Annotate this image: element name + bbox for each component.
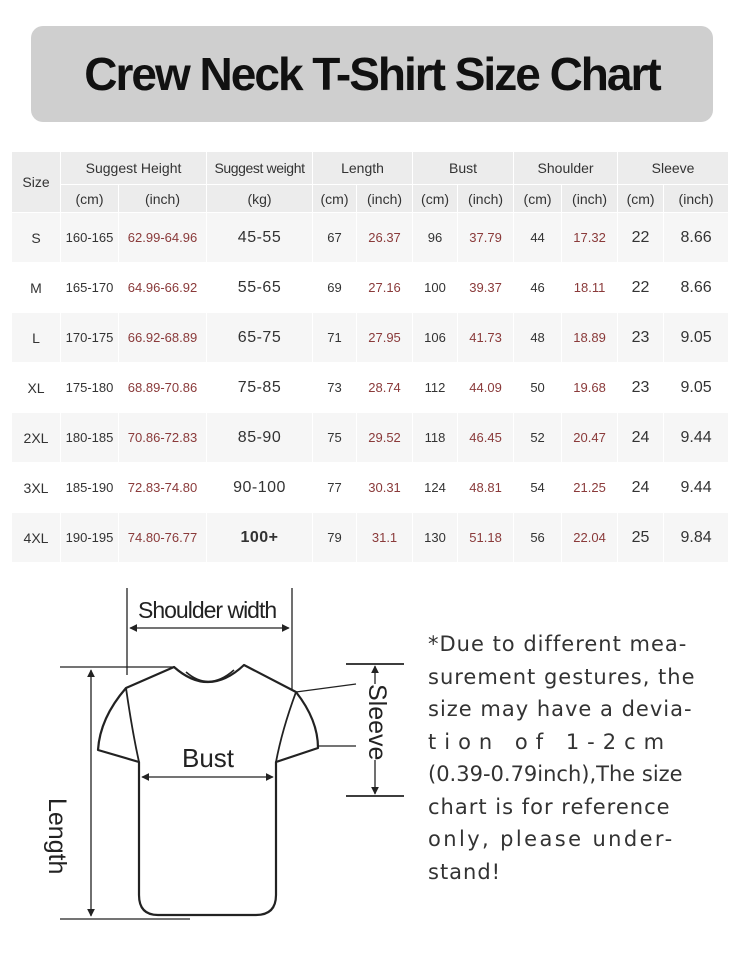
table-row xyxy=(12,463,729,513)
note-line: surement gestures, the xyxy=(428,664,696,689)
height-cm-cell: 190-195 xyxy=(61,513,119,563)
length-cm-cell: 73 xyxy=(313,363,357,413)
sleeve-cm-cell: 25 xyxy=(618,513,664,563)
weight-cell: 75-85 xyxy=(207,363,313,413)
shoulder-inch-cell: 18.89 xyxy=(562,313,618,363)
sleeve-cm-cell: 24 xyxy=(618,463,664,513)
note-line: tion of 1-2cm xyxy=(428,729,673,754)
height-inch-cell: 62.99-64.96 xyxy=(119,213,207,263)
unit-length-cm: (cm) xyxy=(313,185,357,213)
length-cm-cell: 67 xyxy=(313,213,357,263)
size-cell: 3XL xyxy=(12,463,61,513)
height-cm-cell: 170-175 xyxy=(61,313,119,363)
note-line: size may have a devia- xyxy=(428,697,693,721)
size-cell: M xyxy=(12,263,61,313)
height-inch-cell: 66.92-68.89 xyxy=(119,313,207,363)
sleeve-cm-cell: 22 xyxy=(618,263,664,313)
height-inch-cell: 74.80-76.77 xyxy=(119,513,207,563)
height-cm-cell: 175-180 xyxy=(61,363,119,413)
header-suggest-height: Suggest Height xyxy=(61,152,207,185)
bust-cm-cell: 106 xyxy=(413,313,458,363)
length-inch-cell: 27.95 xyxy=(357,313,413,363)
height-cm-cell: 165-170 xyxy=(61,263,119,313)
sleeve-inch-cell: 8.66 xyxy=(664,263,729,313)
size-cell: 2XL xyxy=(12,413,61,463)
shoulder-inch-cell: 19.68 xyxy=(562,363,618,413)
size-table xyxy=(11,151,729,563)
header-sleeve: Sleeve xyxy=(618,152,729,185)
sleeve-inch-cell: 8.66 xyxy=(664,213,729,263)
unit-shoulder-inch: (inch) xyxy=(562,185,618,213)
shoulder-cm-cell: 54 xyxy=(514,463,562,513)
tshirt-diagram xyxy=(0,580,420,940)
title-banner xyxy=(31,26,713,122)
header-length: Length xyxy=(313,152,413,185)
height-cm-cell: 160-165 xyxy=(61,213,119,263)
length-cm-cell: 69 xyxy=(313,263,357,313)
height-cm-cell: 180-185 xyxy=(61,413,119,463)
bust-inch-cell: 41.73 xyxy=(458,313,514,363)
unit-bust-inch: (inch) xyxy=(458,185,514,213)
unit-weight-kg: (kg) xyxy=(207,185,313,213)
sleeve-label: Sleeve xyxy=(363,684,391,761)
header-bust: Bust xyxy=(413,152,514,185)
sleeve-inch-cell: 9.44 xyxy=(664,413,729,463)
table-row xyxy=(12,213,729,263)
sleeve-inch-cell: 9.05 xyxy=(664,313,729,363)
weight-cell: 100+ xyxy=(207,513,313,563)
weight-cell: 90-100 xyxy=(207,463,313,513)
sleeve-inch-cell: 9.84 xyxy=(664,513,729,563)
unit-height-cm: (cm) xyxy=(61,185,119,213)
shoulder-inch-cell: 20.47 xyxy=(562,413,618,463)
length-inch-cell: 26.37 xyxy=(357,213,413,263)
note-line: only, please under- xyxy=(428,827,675,851)
length-inch-cell: 28.74 xyxy=(357,363,413,413)
sleeve-cm-cell: 23 xyxy=(618,313,664,363)
weight-cell: 85-90 xyxy=(207,413,313,463)
shoulder-cm-cell: 44 xyxy=(514,213,562,263)
length-inch-cell: 29.52 xyxy=(357,413,413,463)
unit-bust-cm: (cm) xyxy=(413,185,458,213)
size-cell: 4XL xyxy=(12,513,61,563)
note-line: (0.39-0.79inch),The size xyxy=(428,762,683,786)
note-line: *Due to different mea- xyxy=(428,632,688,656)
length-label: Length xyxy=(43,798,71,875)
header-shoulder: Shoulder xyxy=(514,152,618,185)
height-inch-cell: 64.96-66.92 xyxy=(119,263,207,313)
note-line: chart is for reference xyxy=(428,794,671,819)
bust-cm-cell: 118 xyxy=(413,413,458,463)
size-header: Size xyxy=(12,152,61,213)
bust-cm-cell: 100 xyxy=(413,263,458,313)
length-cm-cell: 75 xyxy=(313,413,357,463)
height-inch-cell: 72.83-74.80 xyxy=(119,463,207,513)
bust-inch-cell: 39.37 xyxy=(458,263,514,313)
bust-cm-cell: 124 xyxy=(413,463,458,513)
length-inch-cell: 30.31 xyxy=(357,463,413,513)
shoulder-cm-cell: 52 xyxy=(514,413,562,463)
unit-length-inch: (inch) xyxy=(357,185,413,213)
unit-height-inch: (inch) xyxy=(119,185,207,213)
shoulder-inch-cell: 21.25 xyxy=(562,463,618,513)
length-cm-cell: 79 xyxy=(313,513,357,563)
unit-sleeve-inch: (inch) xyxy=(664,185,729,213)
length-cm-cell: 77 xyxy=(313,463,357,513)
bust-inch-cell: 44.09 xyxy=(458,363,514,413)
unit-sleeve-cm: (cm) xyxy=(618,185,664,213)
shoulder-cm-cell: 46 xyxy=(514,263,562,313)
length-inch-cell: 27.16 xyxy=(357,263,413,313)
unit-shoulder-cm: (cm) xyxy=(514,185,562,213)
weight-cell: 45-55 xyxy=(207,213,313,263)
shoulder-cm-cell: 48 xyxy=(514,313,562,363)
table-row xyxy=(12,263,729,313)
note-line: stand! xyxy=(428,859,502,884)
bust-inch-cell: 37.79 xyxy=(458,213,514,263)
height-inch-cell: 68.89-70.86 xyxy=(119,363,207,413)
height-cm-cell: 185-190 xyxy=(61,463,119,513)
header-suggest-weight: Suggest weight xyxy=(207,152,313,185)
size-cell: L xyxy=(12,313,61,363)
bust-inch-cell: 46.45 xyxy=(458,413,514,463)
weight-cell: 65-75 xyxy=(207,313,313,363)
table-row xyxy=(12,513,729,563)
sleeve-inch-cell: 9.44 xyxy=(664,463,729,513)
weight-cell: 55-65 xyxy=(207,263,313,313)
sleeve-cm-cell: 23 xyxy=(618,363,664,413)
height-inch-cell: 70.86-72.83 xyxy=(119,413,207,463)
bust-label: Bust xyxy=(182,743,235,773)
length-inch-cell: 31.1 xyxy=(357,513,413,563)
length-cm-cell: 71 xyxy=(313,313,357,363)
shoulder-inch-cell: 17.32 xyxy=(562,213,618,263)
size-cell: S xyxy=(12,213,61,263)
size-cell: XL xyxy=(12,363,61,413)
table-row xyxy=(12,413,729,463)
bust-cm-cell: 96 xyxy=(413,213,458,263)
sleeve-inch-cell: 9.05 xyxy=(664,363,729,413)
shoulder-cm-cell: 56 xyxy=(514,513,562,563)
bust-inch-cell: 48.81 xyxy=(458,463,514,513)
bust-cm-cell: 112 xyxy=(413,363,458,413)
shoulder-cm-cell: 50 xyxy=(514,363,562,413)
shoulder-inch-cell: 22.04 xyxy=(562,513,618,563)
deviation-note xyxy=(428,628,696,888)
shoulder-width-label: Shoulder width xyxy=(138,597,277,623)
table-row xyxy=(12,313,729,363)
page-title: Crew Neck T-Shirt Size Chart xyxy=(84,48,660,100)
shoulder-inch-cell: 18.11 xyxy=(562,263,618,313)
sleeve-cm-cell: 22 xyxy=(618,213,664,263)
table-row xyxy=(12,363,729,413)
bust-inch-cell: 51.18 xyxy=(458,513,514,563)
bust-cm-cell: 130 xyxy=(413,513,458,563)
sleeve-cm-cell: 24 xyxy=(618,413,664,463)
